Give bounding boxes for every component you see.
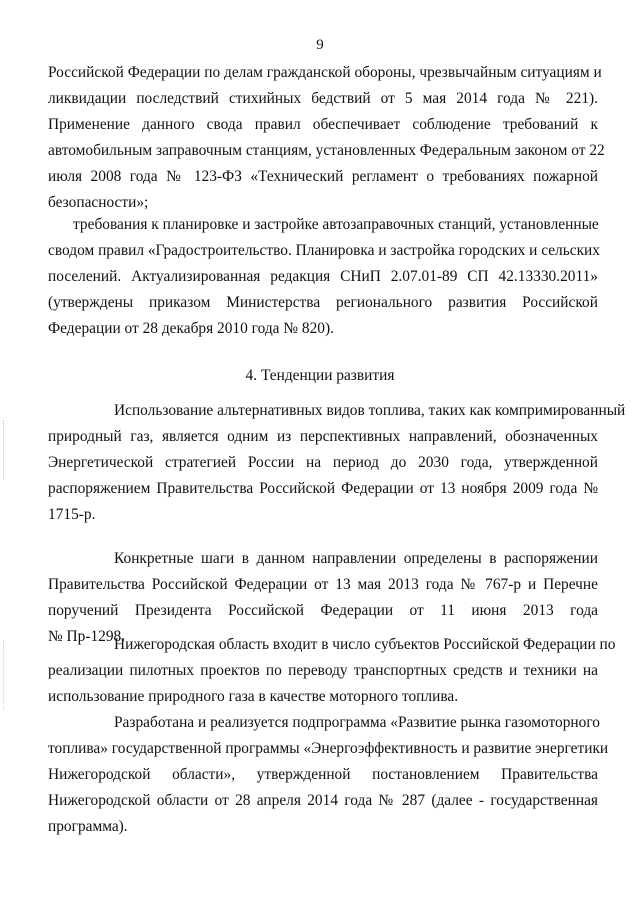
scan-edge-mark <box>3 640 5 710</box>
text-line: безопасности»; <box>48 194 149 211</box>
text-line: требования к планировке и застройке автозаправочных станций, установленные <box>73 216 599 233</box>
text-line: автомобильным заправочным станциям, установленных Федеральным законом от 22 <box>48 142 605 159</box>
text-line: Конкретные шаги в данном направлении определены в распоряжении <box>114 550 598 567</box>
paragraph-sp-continuation <box>48 60 605 216</box>
text-line: поселений. Актуализированная редакция СНиП 2.07.01-89 СП 42.13330.2011» <box>48 268 598 285</box>
page-number: 9 <box>316 37 324 53</box>
text-line: Разработана и реализуется подпрограмма «Развитие рынка газомоторного <box>114 714 600 731</box>
text-line: Нижегородской области», утвержденной постановлением Правительства <box>48 766 598 783</box>
text-line: распоряжением Правительства Российской Федерации от 13 ноября 2009 года № <box>48 480 598 497</box>
paragraph-alternative-fuels <box>48 398 626 528</box>
text-line: № Пр-1298. <box>48 628 126 645</box>
text-line: Использование альтернативных видов топлива, таких как компримированный <box>114 402 626 419</box>
text-line: Энергетической стратегией России на период до 2030 года, утвержденной <box>48 454 598 471</box>
text-line: поручений Президента Российской Федерации от 11 июня 2013 года <box>48 602 598 619</box>
text-line: 1715-р. <box>48 506 96 523</box>
text-line: Российской Федерации по делам гражданской обороны, чрезвычайным ситуациям и <box>48 64 602 81</box>
section-heading: 4. Тенденции развития <box>245 367 395 384</box>
scan-edge-mark <box>3 420 5 480</box>
text-line: топлива» государственной программы «Энергоэффективность и развитие энергетики <box>48 740 609 757</box>
text-line: Нижегородская область входит в число субъектов Российской Федерации по <box>114 636 616 653</box>
text-line: июля 2008 года № 123-ФЗ «Технический регламент о требованиях пожарной <box>48 168 598 185</box>
text-line: (утверждены приказом Министерства регионального развития Российской <box>48 294 598 311</box>
text-line: природный газ, является одним из перспективных направлений, обозначенных <box>48 428 598 445</box>
text-line: сводом правил «Градостроительство. Планировка и застройка городских и сельских <box>48 242 600 259</box>
text-line: реализации пилотных проектов по переводу транспортных средств и техники на <box>48 662 598 679</box>
text-line: использование природного газа в качестве моторного топлива. <box>48 688 459 705</box>
paragraph-subprogram <box>48 710 609 840</box>
paragraph-nizhny-region <box>48 632 616 710</box>
text-line: Нижегородской области от 28 апреля 2014 года № 287 (далее - государственная <box>48 792 598 809</box>
paragraph-planning-requirements <box>48 212 598 342</box>
text-line: ликвидации последствий стихийных бедствий от 5 мая 2014 года № 221). <box>48 90 598 107</box>
text-line: программа). <box>48 818 128 835</box>
text-line: Правительства Российской Федерации от 13 мая 2013 года № 767-р и Перечне <box>48 576 598 593</box>
text-line: Федерации от 28 декабря 2010 года № 820). <box>48 320 334 337</box>
text-line: Применение данного свода правил обеспечивает соблюдение требований к <box>48 116 598 133</box>
